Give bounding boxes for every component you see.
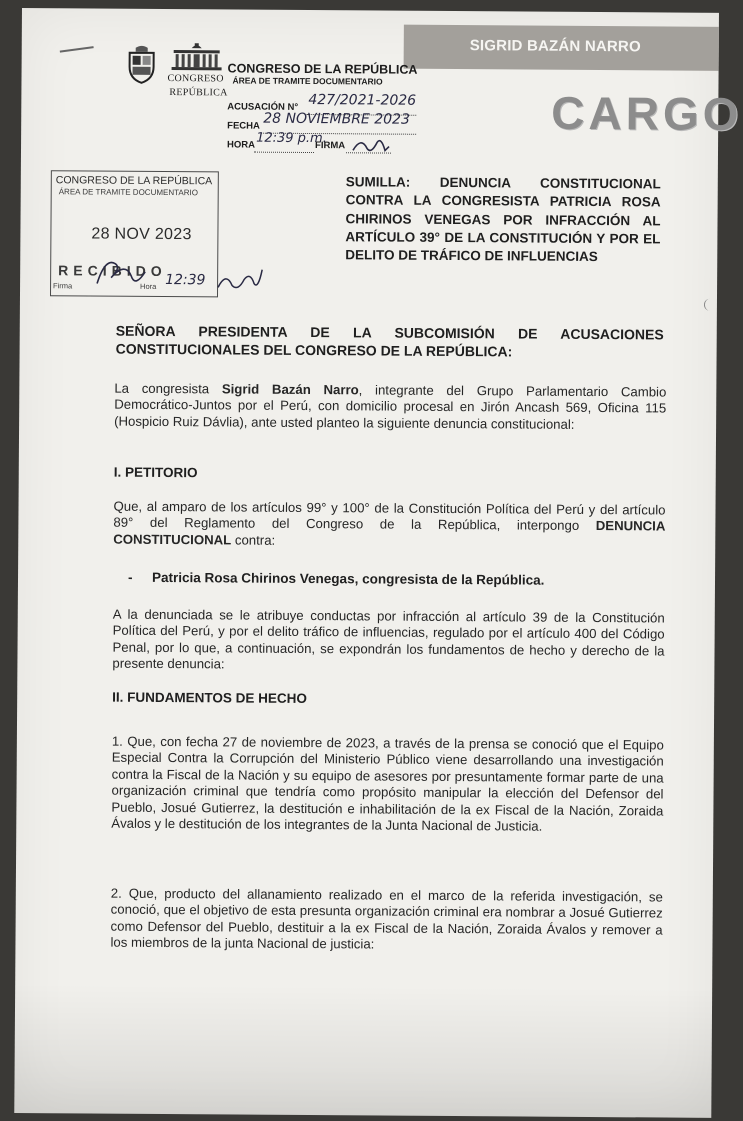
name-banner-text: SIGRID BAZÁN NARRO (469, 37, 641, 56)
hora-value: 12:39 p.m. (256, 130, 327, 147)
section-2-title: II. FUNDAMENTOS DE HECHO (112, 689, 308, 707)
stamp-signature-mark (91, 253, 151, 293)
acusacion-value: 427/2021-2026 (308, 92, 417, 109)
stamp-signature-extension (216, 265, 266, 299)
document-page (14, 8, 743, 1118)
complainant-name: Sigrid Bazán Narro (221, 381, 359, 398)
logo-label-republica: REPÚBLICA (169, 87, 228, 99)
congress-building-icon (168, 42, 226, 72)
coat-of-arms-icon (124, 45, 158, 85)
fact-1-paragraph: 1. Que, con fecha 27 de noviembre de 2023, a través de la prensa se conoció que el Equipo Especial Contra la Corrupción del Ministerio Público viene desarrollando una investigación contra la Fiscal de la Nación y su equipo de asesores por presuntamente formar parte de una organización criminal que tendría como propósito manipular la elección del Defensor del Pueblo, Josué Gutierrez, la destitución e inhabilitación de la ex Fiscal de la Nación, Zoraida Ávalos y le destitución de los integrantes de la Junta Nacional de Justicia. (111, 733, 664, 834)
cargo-stamp: CARGO (551, 86, 743, 141)
accused-bullet: - Patricia Rosa Chirinos Venegas, congresista de la República. (127, 569, 545, 588)
stamp-hora-label: Hora (140, 281, 157, 291)
logo-label-congreso: CONGRESO (167, 73, 224, 85)
sumilla: SUMILLA: DENUNCIA CONSTITUCIONAL CONTRA LA CONGRESISTA PATRICIA ROSA CHIRINOS VENEGAS POR INFRACCIÓN AL ARTÍCULO 39° DE LA CONSTITUCIÓN Y POR EL DELITO DE TRÁFICO DE INFLUENCIAS (345, 174, 661, 265)
intro-paragraph: La congresista Sigrid Bazán Narro, integrante del Grupo Parlamentario Cambio Democrático-Juntos por el Perú, con domicilio procesal en Jirón Ancash 569, Oficina 115 (Hospicio Ruiz Dávlia), ante usted planteo la siguiente denuncia constitucional: (114, 380, 667, 432)
edge-mark (704, 299, 713, 311)
received-stamp (50, 170, 219, 297)
addressee: SEÑORA PRESIDENTA DE LA SUBCOMISIÓN DE ACUSACIONES CONSTITUCIONALES DEL CONGRESO DE LA REPÚBLICA: (115, 322, 664, 360)
fact-2-paragraph: 2. Que, producto del allanamiento realizado en el marco de la referida investigación, se conoció, que el objetivo de esta presunta organización criminal era nombrar a Josué Gutierrez como Defensor del Pueblo, destituir a la ex Fiscal de la Nación, Zoraida Ávalos y remover a los miembros de la junta Nacional de justicia: (110, 885, 663, 952)
stamp-institution: CONGRESO DE LA REPÚBLICA (55, 174, 213, 188)
stamp-firma-label: Firma (53, 281, 73, 291)
header-institution: CONGRESO DE LA REPÚBLICA (227, 61, 418, 77)
fecha-label: FECHA (227, 120, 260, 132)
name-banner (404, 25, 719, 71)
charges-paragraph: A la denunciada se le atribuye conductas por infracción al artículo 39 de la Constitución Política del Perú, y por el delito tráfico de influencias, regulado por el artículo 400 del Código Penal, por lo que, a continuación, se expondrán los fundamentos de hecho y derecho de la presente denuncia: (112, 606, 665, 672)
hora-label: HORA (227, 139, 256, 151)
petitorio-paragraph: Que, al amparo de los artículos 99° y 100° de la Constitución Política del Perú y del artículo 89° del Reglamento del Congreso de la República, interpongo DENUNCIA CONSTITUCIONAL contra: (113, 498, 666, 548)
stamp-date: 28 NOV 2023 (91, 225, 192, 244)
accused-name: Patricia Rosa Chirinos Venegas, congresista de la República. (151, 569, 545, 588)
petitorio-bold: DENUNCIA CONSTITUCIONAL (113, 518, 666, 548)
stamp-hora-value: 12:39 (165, 272, 206, 289)
pen-stroke (60, 46, 94, 52)
stamp-area: ÁREA DE TRAMITE DOCUMENTARIO (58, 187, 199, 198)
acusacion-label: ACUSACIÓN N° (227, 101, 299, 113)
stamp-status: RECIBIDO (58, 262, 167, 280)
header-area: ÁREA DE TRAMITE DOCUMENTARIO (232, 75, 383, 87)
firma-label: FIRMA (315, 140, 346, 152)
fecha-value: 28 NOVIEMBRE 2023 (263, 110, 410, 128)
signature-mark (351, 134, 391, 156)
section-1-title: I. PETITORIO (113, 464, 198, 481)
